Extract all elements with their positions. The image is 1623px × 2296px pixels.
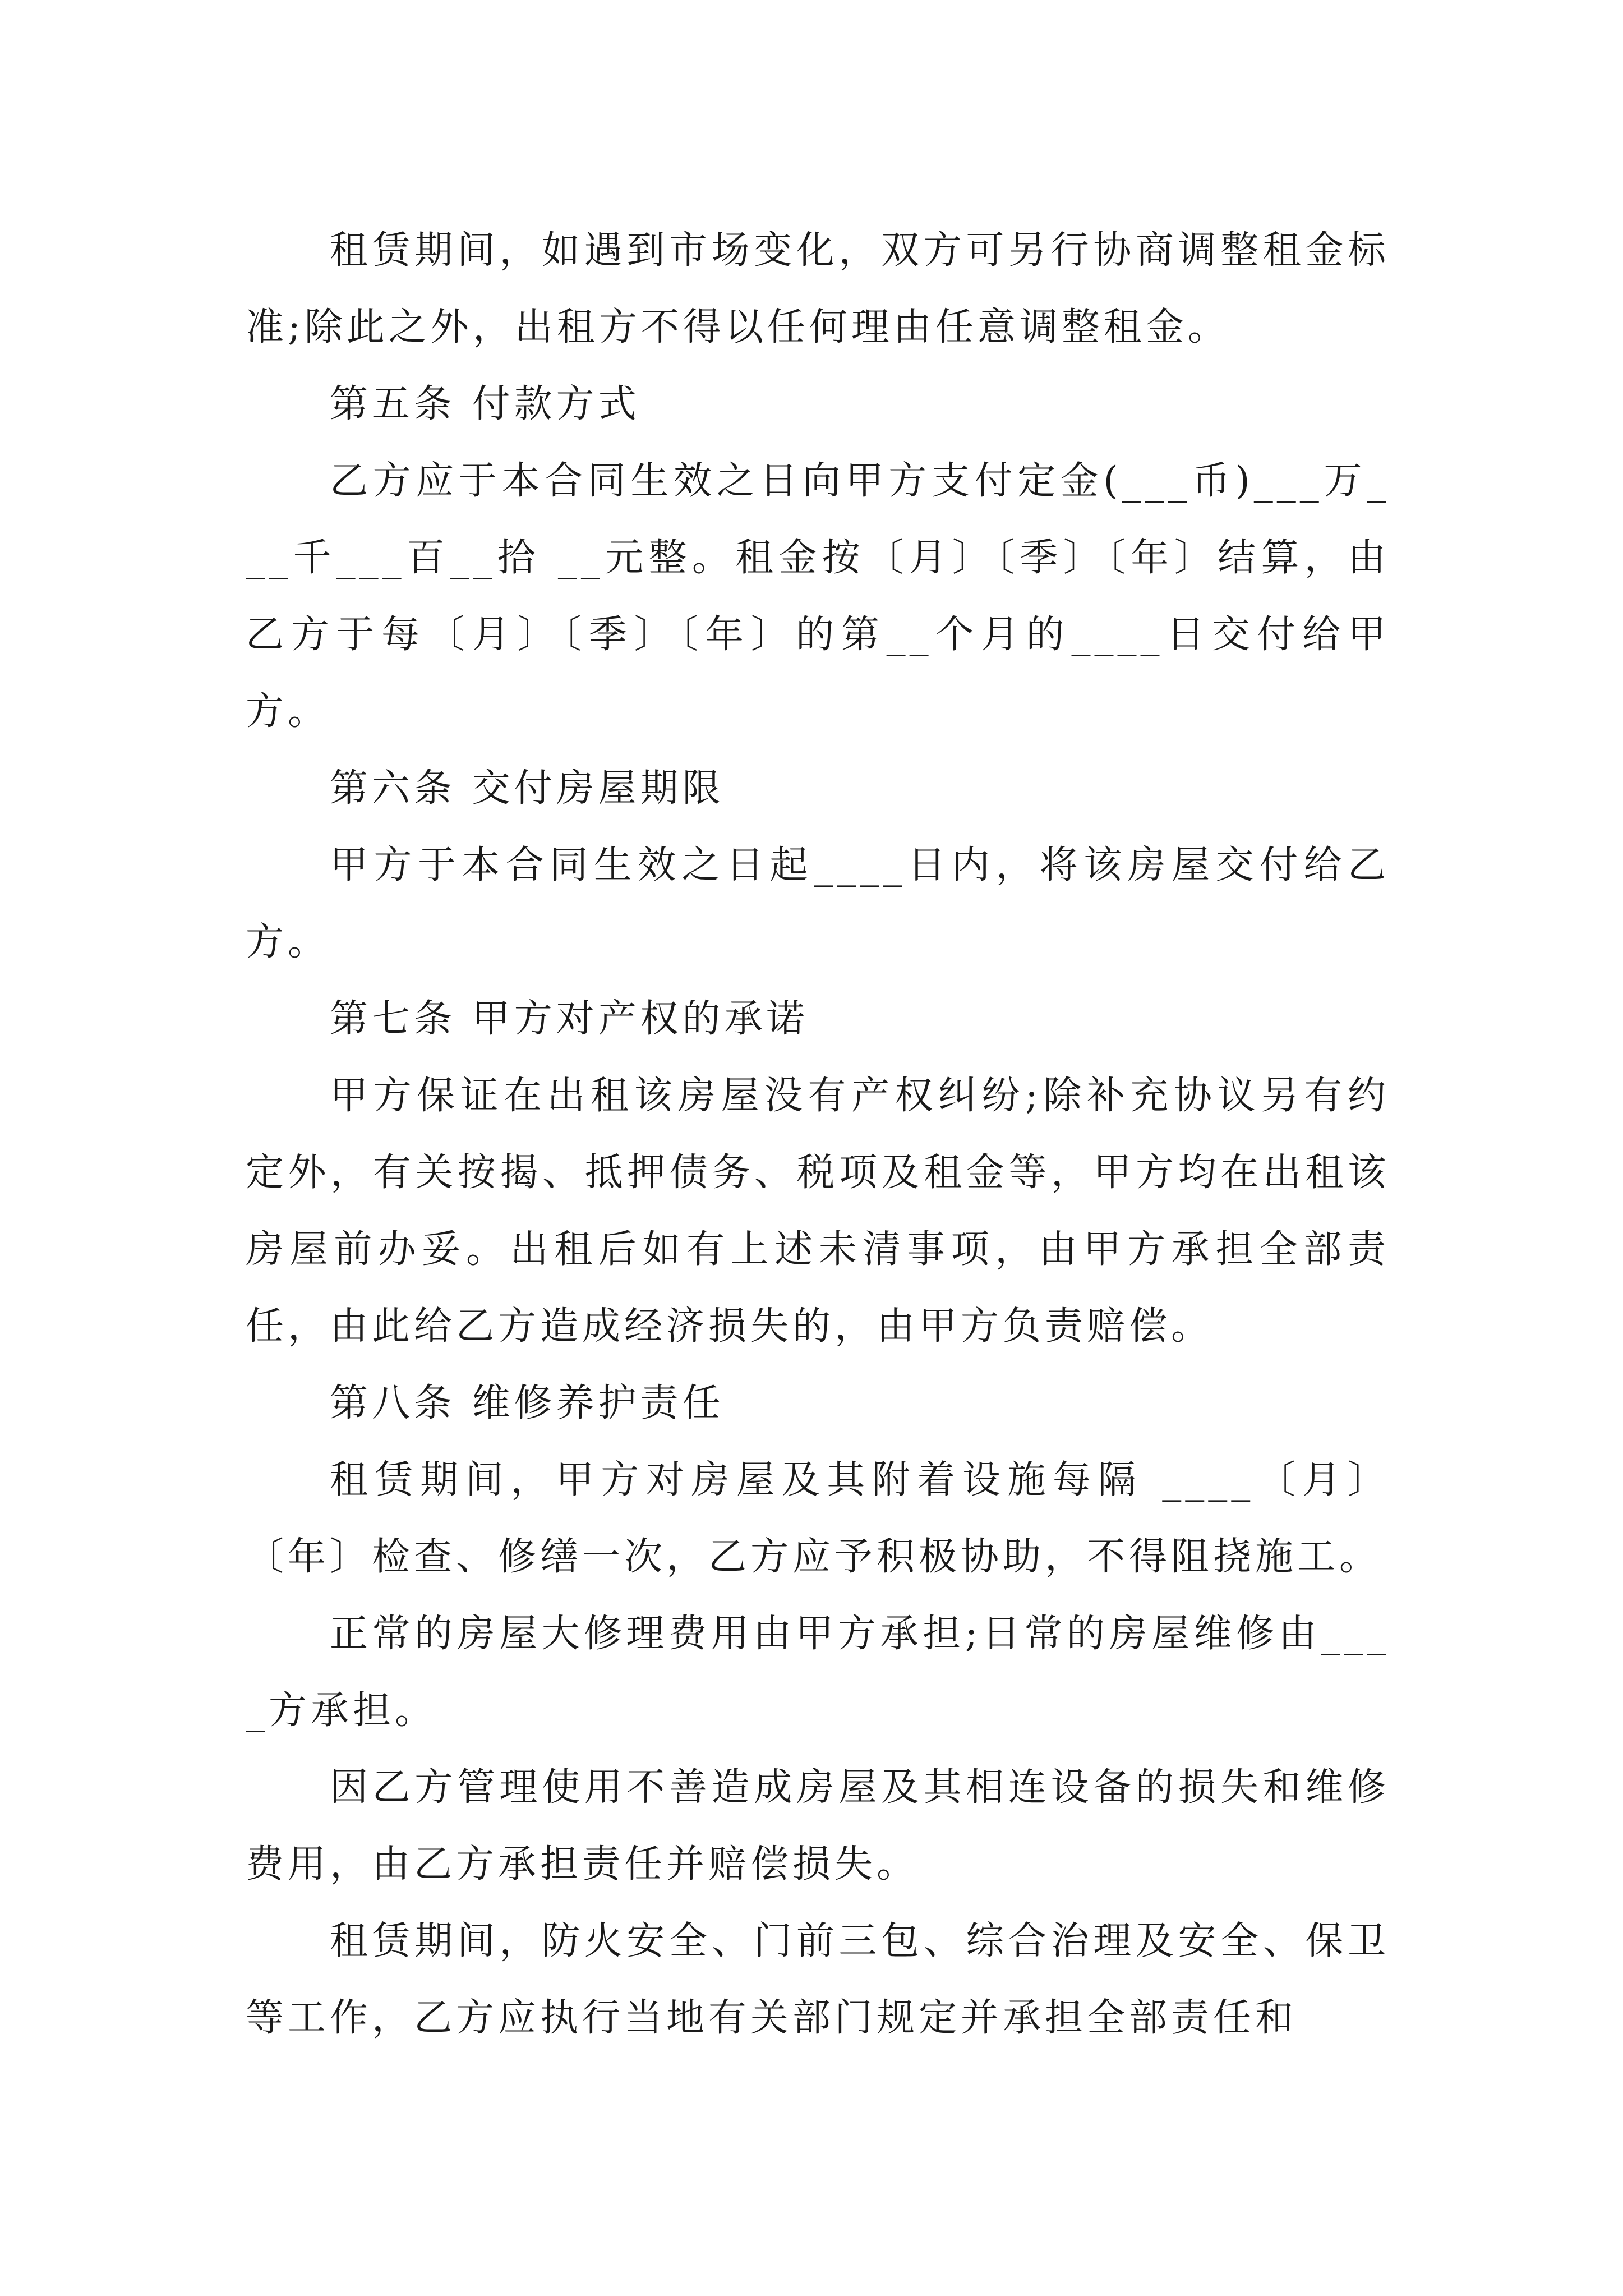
paragraph-payment-method: 乙方应于本合同生效之日向甲方支付定金(___币)___万___千___百__拾 __元整。租金按〔月〕〔季〕〔年〕结算，由乙方于每〔月〕〔季〕〔年〕的第__个月的____日交付给甲方。 xyxy=(246,459,1390,734)
document-body xyxy=(246,212,1390,2056)
heading-article-7: 第七条 甲方对产权的承诺 xyxy=(330,997,809,1041)
paragraph-property-rights-commitment: 甲方保证在出租该房屋没有产权纠纷;除补充协议另有约定外，有关按揭、抵押债务、税项及租金等，甲方均在出租该房屋前办妥。出租后如有上述未清事项，由甲方承担全部责任，由此给乙方造成经济损失的，由甲方负责赔偿。 xyxy=(246,1074,1390,1349)
paragraph-fire-safety: 租赁期间，防火安全、门前三包、综合治理及安全、保卫等工作，乙方应执行当地有关部门规定并承担全部责任和 xyxy=(246,1919,1390,2040)
heading-article-8: 第八条 维修养护责任 xyxy=(330,1381,725,1425)
paragraph-inspection-interval: 租赁期间，甲方对房屋及其附着设施每隔 ____〔月〕〔年〕检查、修缮一次，乙方应予积极协助，不得阻挠施工。 xyxy=(246,1458,1390,1579)
paragraph-rent-adjustment: 租赁期间，如遇到市场变化，双方可另行协商调整租金标准;除此之外，出租方不得以任何理由任意调整租金。 xyxy=(246,228,1390,349)
paragraph-tenant-damage: 因乙方管理使用不善造成房屋及其相连设备的损失和维修费用，由乙方承担责任并赔偿损失。 xyxy=(246,1765,1390,1887)
heading-article-5: 第五条 付款方式 xyxy=(330,382,640,426)
heading-article-6: 第六条 交付房屋期限 xyxy=(330,766,725,811)
paragraph-delivery-deadline: 甲方于本合同生效之日起____日内，将该房屋交付给乙方。 xyxy=(246,843,1390,964)
paragraph-repair-costs: 正常的房屋大修理费用由甲方承担;日常的房屋维修由____方承担。 xyxy=(246,1612,1390,1733)
